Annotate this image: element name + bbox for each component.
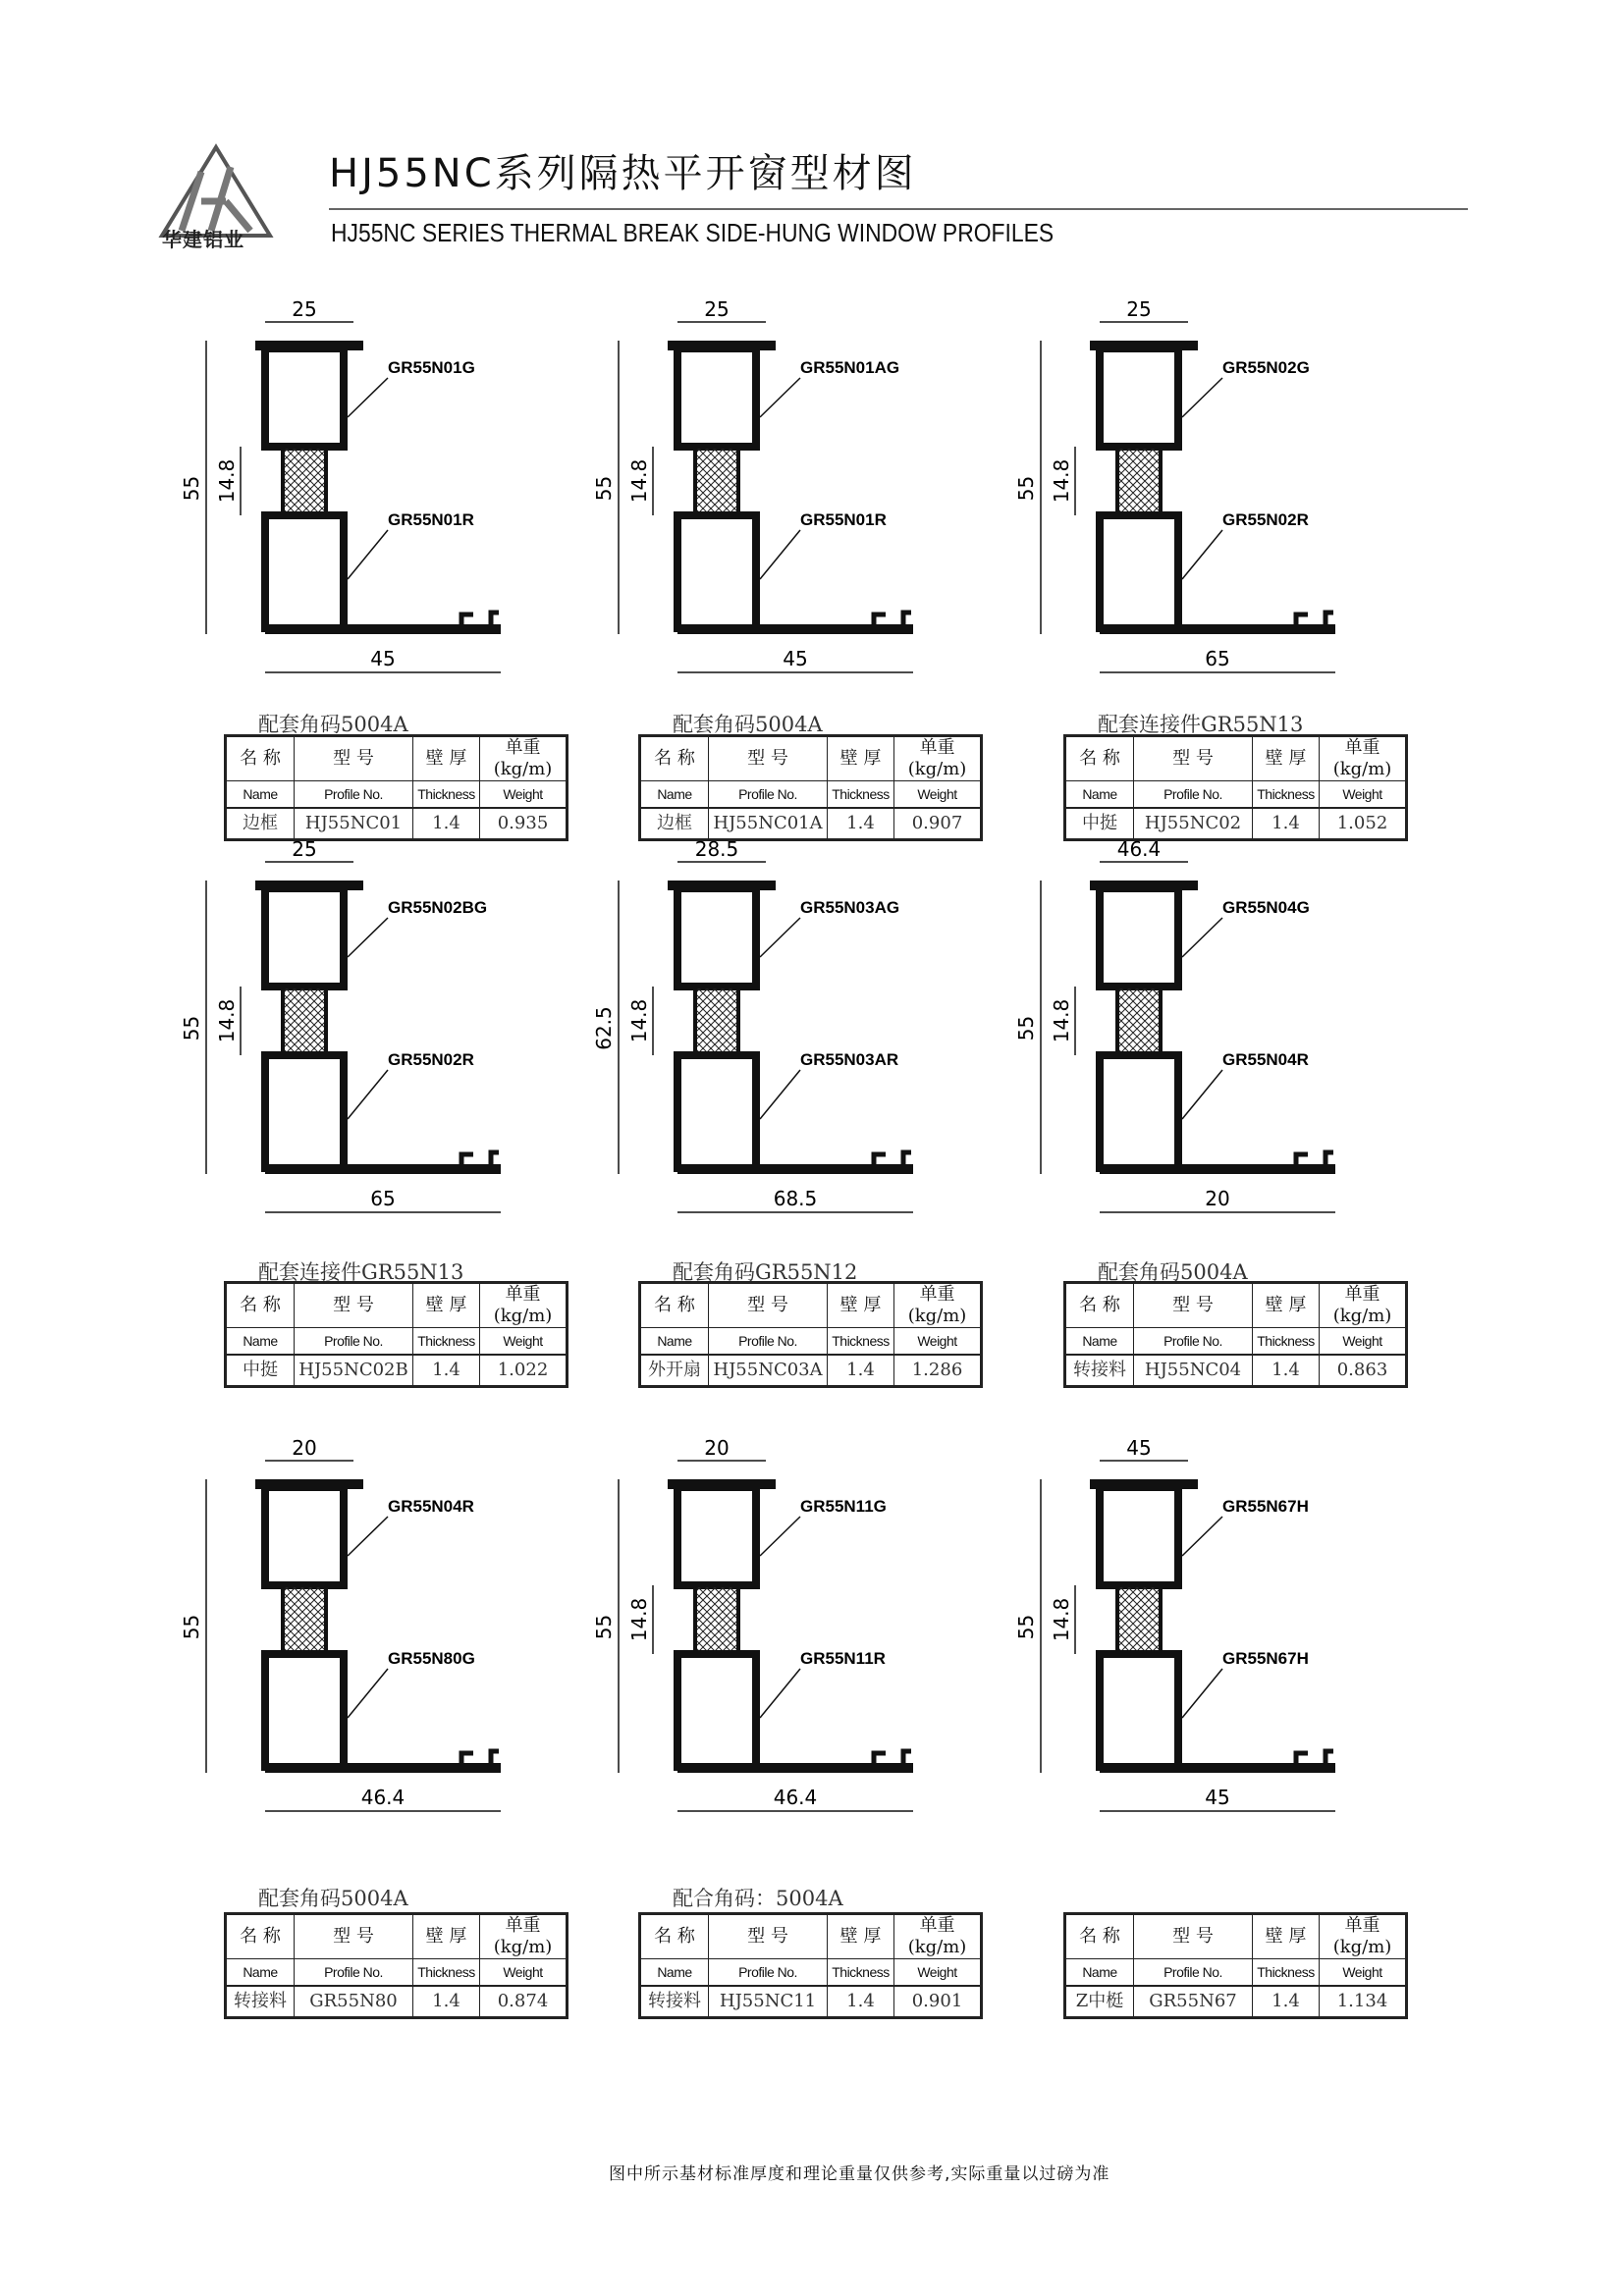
matching-part-note: 配合角码：5004A: [673, 1887, 843, 1910]
matching-part-note: 配套角码5004A: [258, 1887, 408, 1910]
thermal-strip: [283, 1585, 326, 1654]
spec-table: [638, 734, 983, 841]
cell-weight: 0.901: [894, 1986, 982, 2018]
matching-part-note: 配套角码5004A: [258, 713, 408, 736]
header-profile_cn: 型 号: [709, 1914, 828, 1959]
height-dimension: 62.5: [592, 1006, 616, 1050]
header-profile_cn: 型 号: [295, 1914, 413, 1959]
header-weight_cn: 单重(kg/m): [1320, 736, 1407, 781]
leader-line: [760, 1669, 800, 1718]
base-flange: [677, 1763, 913, 1773]
header-name_cn: 名 称: [1065, 736, 1134, 781]
part-label-bottom: GR55N80G: [388, 1649, 475, 1668]
profile-drawing-1: [180, 297, 648, 736]
base-flange: [1100, 624, 1335, 634]
cell-name: 中挺: [226, 1355, 295, 1387]
strip-dimension: 14.8: [1050, 1597, 1073, 1642]
header-weight_cn: 单重(kg/m): [894, 736, 982, 781]
profile-drawing-9: [1014, 1436, 1483, 1875]
header-name_cn: 名 称: [226, 1283, 295, 1328]
thermal-strip: [1117, 1585, 1161, 1654]
top-dimension: 28.5: [694, 837, 739, 861]
part-label-bottom: GR55N11R: [800, 1649, 886, 1668]
top-chamber: [265, 1487, 344, 1585]
top-flange: [1090, 341, 1198, 350]
header-weight_en: Weight: [480, 781, 568, 809]
profile-drawing-3: [1014, 297, 1483, 736]
bottom-chamber: [265, 1654, 344, 1767]
cell-name: 外开扇: [640, 1355, 709, 1387]
profile-drawing-5: [592, 837, 1060, 1276]
header-thickness_en: Thickness: [413, 1328, 480, 1356]
strip-dimension: 14.8: [627, 998, 651, 1043]
strip-dimension: 14.8: [1050, 458, 1073, 504]
part-label-top: GR55N04R: [388, 1497, 474, 1516]
cell-weight: 1.134: [1320, 1986, 1407, 2018]
bottom-dimension: 46.4: [773, 1786, 818, 1809]
header-weight_en: Weight: [1320, 1959, 1407, 1987]
top-flange: [255, 881, 363, 890]
top-flange: [255, 1479, 363, 1489]
top-dimension: 20: [704, 1436, 730, 1460]
cell-thickness: 1.4: [828, 1986, 894, 2018]
base-flange: [1100, 1164, 1335, 1174]
header-weight_en: Weight: [480, 1328, 568, 1356]
header-thickness_cn: 壁 厚: [1253, 1914, 1320, 1959]
header-thickness_cn: 壁 厚: [413, 1914, 480, 1959]
cell-name: Z中梃: [1065, 1986, 1134, 2018]
hook: [461, 1152, 499, 1164]
header-profile_cn: 型 号: [1134, 736, 1253, 781]
hook: [461, 613, 499, 624]
part-label-bottom: GR55N02R: [388, 1050, 474, 1069]
header-name_en: Name: [640, 781, 709, 809]
top-flange: [1090, 881, 1198, 890]
header-weight_cn: 单重(kg/m): [1320, 1283, 1407, 1328]
cell-thickness: 1.4: [413, 1986, 480, 2018]
header-thickness_en: Thickness: [413, 1959, 480, 1987]
top-dimension: 25: [292, 297, 317, 321]
height-dimension: 55: [1014, 475, 1038, 502]
header-thickness_en: Thickness: [828, 781, 894, 809]
top-flange: [668, 881, 776, 890]
header-name_en: Name: [640, 1328, 709, 1356]
height-dimension: 55: [592, 475, 616, 502]
bottom-chamber: [1100, 1055, 1178, 1168]
matching-part-note: 配套角码GR55N12: [673, 1260, 858, 1284]
header-thickness_en: Thickness: [828, 1959, 894, 1987]
bottom-dimension: 45: [1205, 1786, 1230, 1809]
bottom-chamber: [265, 1055, 344, 1168]
header-profile_en: Profile No.: [1134, 1328, 1253, 1356]
header-weight_en: Weight: [1320, 781, 1407, 809]
header-thickness_cn: 壁 厚: [828, 1283, 894, 1328]
top-flange: [255, 341, 363, 350]
title-divider: [329, 208, 1468, 210]
cell-profile_no: HJ55NC01: [295, 808, 413, 840]
header-profile_en: Profile No.: [1134, 1959, 1253, 1987]
header-profile_en: Profile No.: [295, 1959, 413, 1987]
header-profile_cn: 型 号: [295, 1283, 413, 1328]
header-name_en: Name: [226, 1959, 295, 1987]
leader-line: [1182, 378, 1222, 417]
header-thickness_cn: 壁 厚: [1253, 1283, 1320, 1328]
cell-weight: 1.022: [480, 1355, 568, 1387]
hook: [874, 613, 911, 624]
bottom-dimension: 65: [1205, 647, 1230, 670]
cell-name: 转接料: [640, 1986, 709, 2018]
height-dimension: 55: [180, 475, 203, 502]
leader-line: [348, 530, 388, 579]
cell-profile_no: HJ55NC02: [1134, 808, 1253, 840]
profile-drawing-8: [592, 1436, 1060, 1875]
cell-profile_no: GR55N67: [1134, 1986, 1253, 2018]
header-thickness_cn: 壁 厚: [1253, 736, 1320, 781]
leader-line: [760, 530, 800, 579]
cell-weight: 0.907: [894, 808, 982, 840]
header-profile_cn: 型 号: [709, 736, 828, 781]
page-subtitle: HJ55NC SERIES THERMAL BREAK SIDE-HUNG WINDOW PROFILES: [331, 218, 1055, 247]
part-label-bottom: GR55N03AR: [800, 1050, 899, 1069]
header-profile_en: Profile No.: [295, 1328, 413, 1356]
spec-table: [224, 1912, 568, 2019]
header-thickness_cn: 壁 厚: [828, 1914, 894, 1959]
bottom-chamber: [265, 515, 344, 628]
leader-line: [760, 1517, 800, 1556]
thermal-strip: [695, 447, 738, 515]
header-name_cn: 名 称: [226, 736, 295, 781]
header-weight_en: Weight: [480, 1959, 568, 1987]
cell-thickness: 1.4: [413, 1355, 480, 1387]
header-name_cn: 名 称: [640, 1283, 709, 1328]
height-dimension: 55: [180, 1015, 203, 1041]
header-profile_cn: 型 号: [1134, 1914, 1253, 1959]
leader-line: [348, 1070, 388, 1119]
header-thickness_en: Thickness: [1253, 1959, 1320, 1987]
thermal-strip: [1117, 447, 1161, 515]
hook: [874, 1751, 911, 1763]
leader-line: [1182, 530, 1222, 579]
profile-drawing-4: [180, 837, 648, 1276]
top-chamber: [1100, 1487, 1178, 1585]
hook: [1296, 1751, 1333, 1763]
header-name_en: Name: [1065, 781, 1134, 809]
bottom-dimension: 68.5: [773, 1187, 818, 1210]
cell-thickness: 1.4: [413, 808, 480, 840]
part-label-bottom: GR55N01R: [388, 510, 474, 529]
leader-line: [760, 1070, 800, 1119]
leader-line: [348, 378, 388, 417]
header-weight_en: Weight: [1320, 1328, 1407, 1356]
top-dimension: 45: [1126, 1436, 1152, 1460]
bottom-dimension: 45: [783, 647, 808, 670]
cell-profile_no: HJ55NC02B: [295, 1355, 413, 1387]
part-label-bottom: GR55N01R: [800, 510, 887, 529]
leader-line: [1182, 1669, 1222, 1718]
header-thickness_cn: 壁 厚: [413, 1283, 480, 1328]
header-name_en: Name: [226, 1328, 295, 1356]
header-weight_cn: 单重(kg/m): [480, 1914, 568, 1959]
profile-drawing-7: [180, 1436, 648, 1875]
top-flange: [668, 1479, 776, 1489]
header-profile_cn: 型 号: [1134, 1283, 1253, 1328]
top-dimension: 25: [292, 837, 317, 861]
top-chamber: [677, 1487, 756, 1585]
profile-drawing-2: [592, 297, 1060, 736]
top-chamber: [265, 888, 344, 987]
leader-line: [1182, 1517, 1222, 1556]
header-profile_cn: 型 号: [295, 736, 413, 781]
cell-profile_no: GR55N80: [295, 1986, 413, 2018]
thermal-strip: [695, 987, 738, 1055]
base-flange: [265, 624, 501, 634]
cell-thickness: 1.4: [1253, 1355, 1320, 1387]
part-label-bottom: GR55N67H: [1222, 1649, 1309, 1668]
top-flange: [1090, 1479, 1198, 1489]
leader-line: [348, 1517, 388, 1556]
header-profile_en: Profile No.: [709, 781, 828, 809]
spec-table: [224, 734, 568, 841]
bottom-chamber: [677, 1654, 756, 1767]
part-label-top: GR55N03AG: [800, 898, 900, 917]
base-flange: [265, 1763, 501, 1773]
spec-table: [224, 1281, 568, 1388]
base-flange: [1100, 1763, 1335, 1773]
thermal-strip: [283, 447, 326, 515]
hook: [1296, 1152, 1333, 1164]
matching-part-note: 配套角码5004A: [673, 713, 823, 736]
header-thickness_cn: 壁 厚: [413, 736, 480, 781]
cell-profile_no: HJ55NC04: [1134, 1355, 1253, 1387]
header-profile_en: Profile No.: [709, 1328, 828, 1356]
strip-dimension: 14.8: [215, 998, 239, 1043]
matching-part-note: 配套连接件GR55N13: [258, 1260, 464, 1284]
part-label-top: GR55N04G: [1222, 898, 1310, 917]
spec-table: [1063, 734, 1408, 841]
header-name_en: Name: [1065, 1328, 1134, 1356]
part-label-bottom: GR55N04R: [1222, 1050, 1309, 1069]
cell-name: 转接料: [1065, 1355, 1134, 1387]
top-dimension: 25: [704, 297, 730, 321]
part-label-top: GR55N11G: [800, 1497, 887, 1516]
height-dimension: 55: [180, 1614, 203, 1640]
bottom-dimension: 46.4: [360, 1786, 406, 1809]
part-label-top: GR55N02BG: [388, 898, 488, 917]
part-label-bottom: GR55N02R: [1222, 510, 1309, 529]
top-dimension: 25: [1126, 297, 1152, 321]
part-label-top: GR55N01G: [388, 358, 475, 377]
cell-name: 边框: [640, 808, 709, 840]
cell-weight: 0.874: [480, 1986, 568, 2018]
part-label-top: GR55N01AG: [800, 358, 900, 377]
top-dimension: 46.4: [1116, 837, 1162, 861]
header-profile_en: Profile No.: [1134, 781, 1253, 809]
bottom-dimension: 20: [1205, 1187, 1230, 1210]
hook: [874, 1152, 911, 1164]
cell-name: 边框: [226, 808, 295, 840]
top-chamber: [1100, 888, 1178, 987]
cell-weight: 0.935: [480, 808, 568, 840]
header-weight_en: Weight: [894, 1959, 982, 1987]
bottom-chamber: [677, 1055, 756, 1168]
header-thickness_en: Thickness: [828, 1328, 894, 1356]
header-name_cn: 名 称: [1065, 1914, 1134, 1959]
cell-profile_no: HJ55NC11: [709, 1986, 828, 2018]
leader-line: [348, 918, 388, 957]
header-weight_en: Weight: [894, 1328, 982, 1356]
header-profile_cn: 型 号: [709, 1283, 828, 1328]
header-weight_cn: 单重(kg/m): [894, 1283, 982, 1328]
header-name_en: Name: [226, 781, 295, 809]
leader-line: [760, 918, 800, 957]
part-label-top: GR55N02G: [1222, 358, 1310, 377]
thermal-strip: [1117, 987, 1161, 1055]
header-thickness_en: Thickness: [413, 781, 480, 809]
header-weight_en: Weight: [894, 781, 982, 809]
header-thickness_en: Thickness: [1253, 1328, 1320, 1356]
header-name_cn: 名 称: [640, 1914, 709, 1959]
top-chamber: [677, 348, 756, 447]
top-flange: [668, 341, 776, 350]
cell-name: 中挺: [1065, 808, 1134, 840]
leader-line: [760, 378, 800, 417]
top-chamber: [677, 888, 756, 987]
header-name_cn: 名 称: [640, 736, 709, 781]
header-weight_cn: 单重(kg/m): [480, 736, 568, 781]
spec-table: [1063, 1281, 1408, 1388]
strip-dimension: 14.8: [215, 458, 239, 504]
hook: [461, 1751, 499, 1763]
logo-text: 华建铝业: [162, 228, 244, 251]
header-weight_cn: 单重(kg/m): [480, 1283, 568, 1328]
height-dimension: 55: [1014, 1015, 1038, 1041]
height-dimension: 55: [592, 1614, 616, 1640]
cell-thickness: 1.4: [1253, 1986, 1320, 2018]
base-flange: [677, 624, 913, 634]
header-weight_cn: 单重(kg/m): [894, 1914, 982, 1959]
cell-thickness: 1.4: [828, 808, 894, 840]
cell-weight: 1.052: [1320, 808, 1407, 840]
thermal-strip: [695, 1585, 738, 1654]
height-dimension: 55: [1014, 1614, 1038, 1640]
header-weight_cn: 单重(kg/m): [1320, 1914, 1407, 1959]
cell-weight: 0.863: [1320, 1355, 1407, 1387]
matching-part-note: 配套连接件GR55N13: [1098, 713, 1304, 736]
cell-profile_no: HJ55NC03A: [709, 1355, 828, 1387]
top-dimension: 20: [292, 1436, 317, 1460]
leader-line: [348, 1669, 388, 1718]
cell-thickness: 1.4: [828, 1355, 894, 1387]
spec-table: [638, 1912, 983, 2019]
base-flange: [265, 1164, 501, 1174]
thermal-strip: [283, 987, 326, 1055]
footer-note: 图中所示基材标准厚度和理论重量仅供参考,实际重量以过磅为准: [609, 2164, 1110, 2184]
header-name_en: Name: [640, 1959, 709, 1987]
cell-weight: 1.286: [894, 1355, 982, 1387]
header-name_cn: 名 称: [1065, 1283, 1134, 1328]
cell-profile_no: HJ55NC01A: [709, 808, 828, 840]
spec-table: [638, 1281, 983, 1388]
top-chamber: [265, 348, 344, 447]
bottom-chamber: [1100, 1654, 1178, 1767]
cell-thickness: 1.4: [1253, 808, 1320, 840]
matching-part-note: 配套角码5004A: [1098, 1260, 1248, 1284]
header-name_en: Name: [1065, 1959, 1134, 1987]
bottom-chamber: [677, 515, 756, 628]
leader-line: [1182, 1070, 1222, 1119]
page-title: HJ55NC系列隔热平开窗型材图: [329, 151, 917, 196]
cell-name: 转接料: [226, 1986, 295, 2018]
spec-table: [1063, 1912, 1408, 2019]
top-chamber: [1100, 348, 1178, 447]
header-profile_en: Profile No.: [295, 781, 413, 809]
bottom-chamber: [1100, 515, 1178, 628]
leader-line: [1182, 918, 1222, 957]
profile-drawing-6: [1014, 837, 1483, 1276]
base-flange: [677, 1164, 913, 1174]
bottom-dimension: 45: [370, 647, 396, 670]
hook: [1296, 613, 1333, 624]
strip-dimension: 14.8: [1050, 998, 1073, 1043]
strip-dimension: 14.8: [627, 458, 651, 504]
header-thickness_cn: 壁 厚: [828, 736, 894, 781]
strip-dimension: 14.8: [627, 1597, 651, 1642]
header-profile_en: Profile No.: [709, 1959, 828, 1987]
header-thickness_en: Thickness: [1253, 781, 1320, 809]
bottom-dimension: 65: [370, 1187, 396, 1210]
part-label-top: GR55N67H: [1222, 1497, 1309, 1516]
header-name_cn: 名 称: [226, 1914, 295, 1959]
